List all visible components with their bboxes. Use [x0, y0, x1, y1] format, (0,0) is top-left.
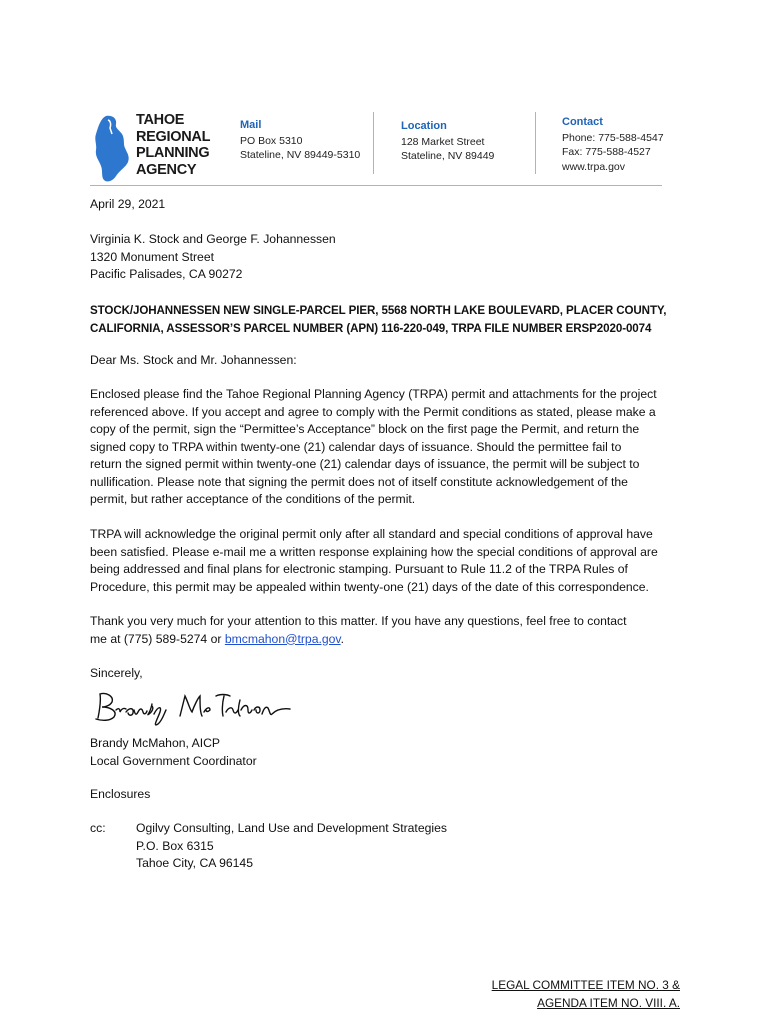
recipient-line: Virginia K. Stock and George F. Johannessen [90, 232, 336, 246]
paragraph-line: permit, but rather acceptance of the conditions of the permit. [90, 492, 416, 506]
paragraph-line: Enclosed please find the Tahoe Regional Planning Agency (TRPA) permit and attachments for the project [90, 387, 657, 401]
mail-block [240, 118, 360, 163]
paragraph-line: Procedure, this permit may be appealed within twenty-one (21) days of the date of this correspondence. [90, 579, 649, 594]
location-label: Location [401, 120, 447, 132]
footer-line: LEGAL COMMITTEE ITEM NO. 3 & [491, 978, 680, 992]
mail-line: PO Box 5310 [240, 134, 303, 147]
lake-tahoe-icon [92, 114, 132, 184]
signer-block [90, 735, 257, 770]
paragraph-permit-enclosed [90, 386, 657, 509]
paragraph-line: TRPA will acknowledge the original permit only after all standard and special conditions of approval have [90, 527, 653, 541]
paragraph-line [90, 631, 627, 649]
recipient-line: Pacific Palisades, CA 90272 [90, 267, 243, 281]
contact-website: www.trpa.gov [562, 160, 626, 173]
logo-line: AGENCY [136, 161, 197, 178]
header-rule [90, 185, 662, 186]
location-block [401, 119, 494, 164]
subject-line [90, 302, 666, 337]
recipient-line: 1320 Monument Street [90, 249, 214, 264]
footer-line: AGENDA ITEM NO. VIII. A. [537, 995, 680, 1010]
location-line: 128 Market Street [401, 135, 485, 148]
subject-text: STOCK/JOHANNESSEN NEW SINGLE-PARCEL PIER, 5568 NORTH LAKE BOULEVARD, PLACER COUNTY, [90, 304, 667, 317]
email-link[interactable]: bmcmahon@trpa.gov [224, 631, 341, 646]
logo-line: TAHOE [136, 112, 185, 128]
cc-line: Ogilvy Consulting, Land Use and Development Strategies [136, 821, 447, 835]
contact-suffix: . [340, 631, 345, 646]
mail-label: Mail [240, 119, 262, 131]
handwritten-signature [92, 688, 342, 734]
closing: Sincerely, [90, 666, 143, 680]
contact-block [562, 115, 664, 174]
paragraph-line: been satisfied. Please e-mail me a written response explaining how the special conditions of approval are [90, 544, 658, 559]
logo-wordmark [136, 112, 210, 178]
agency-logo [92, 112, 222, 182]
paragraph-line: Thank you very much for your attention to this matter. If you have any questions, feel free to contact [90, 614, 627, 628]
paragraph-line: signed copy to TRPA within twenty-one (21) calendar days of issuance. Should the permittee fail to [90, 439, 622, 454]
paragraph-line: copy of the permit, sign the “Permittee’s Acceptance” block on the first page the Permit, and return the [90, 422, 640, 436]
contact-label: Contact [562, 116, 603, 128]
header-divider [373, 112, 374, 174]
logo-line: REGIONAL [136, 128, 211, 145]
contact-fax: Fax: 775-588-4527 [562, 146, 651, 158]
mail-line: Stateline, NV 89449-5310 [240, 149, 361, 161]
signer-name: Brandy McMahon, AICP [90, 736, 221, 750]
paragraph-contact [90, 613, 627, 648]
paragraph-line: being addressed and final plans for electronic stamping. Pursuant to Rule 11.2 of the TRPA Rules of [90, 562, 628, 576]
cc-line: P.O. Box 6315 [136, 838, 214, 853]
recipient-address [90, 231, 336, 284]
enclosures-note: Enclosures [90, 787, 151, 801]
contact-prefix: me at (775) 589-5274 or [90, 631, 225, 646]
paragraph-line: referenced above. If you accept and agree to comply with the Permit conditions as stated, please make a [90, 404, 656, 419]
cc-label: cc: [90, 821, 106, 835]
contact-phone: Phone: 775-588-4547 [562, 131, 664, 144]
paragraph-line: nullification. Please note that signing the permit does not of itself constitute acknowledgement of the [90, 474, 628, 489]
subject-text: CALIFORNIA, ASSESSOR’S PARCEL NUMBER (APN) 116-220-049, TRPA FILE NUMBER ERSP2020-0074 [90, 321, 652, 335]
paragraph-line: return the signed permit within twenty-one (21) calendar days of issuance, the permit will be subject to [90, 457, 640, 471]
cc-recipient [136, 820, 447, 873]
salutation: Dear Ms. Stock and Mr. Johannessen: [90, 353, 297, 367]
header-divider [535, 112, 536, 174]
location-line: Stateline, NV 89449 [401, 150, 495, 162]
logo-line: PLANNING [136, 145, 210, 161]
paragraph-conditions [90, 526, 658, 596]
signer-title: Local Government Coordinator [90, 753, 257, 768]
cc-line: Tahoe City, CA 96145 [136, 856, 253, 870]
agenda-footer [492, 977, 680, 1012]
letter-date: April 29, 2021 [90, 197, 166, 211]
